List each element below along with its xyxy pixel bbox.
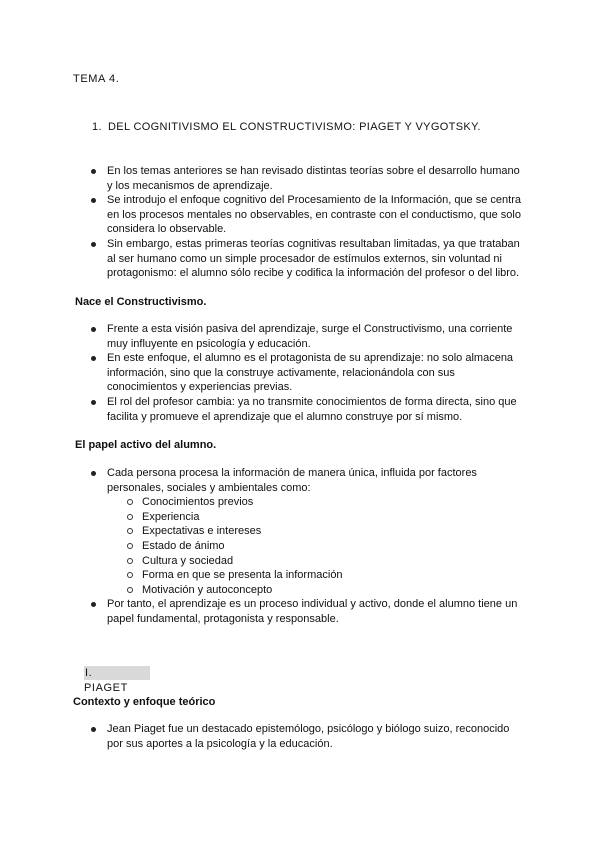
list-item (91, 466, 521, 597)
factors-sublist (107, 495, 521, 597)
section-number: 1. (92, 121, 102, 133)
document-title: TEMA 4. (73, 73, 120, 85)
intro-bullet-list (91, 164, 521, 281)
sublist-item: Experiencia (107, 510, 521, 525)
sublist-item: Conocimientos previos (107, 495, 521, 510)
list-item: En este enfoque, el alumno es el protagonista de su aprendizaje: no solo almacena información, sino que la construye activamente, relacionándola con sus conocimientos y experiencias previas. (91, 351, 521, 395)
list-item: Por tanto, el aprendizaje es un proceso individual y activo, donde el alumno tiene un papel fundamental, protagonista y responsable. (91, 597, 521, 626)
section-heading-1 (92, 120, 481, 135)
list-item: Frente a esta visión pasiva del aprendizaje, surge el Constructivismo, una corriente muy influyente en psicología y educación. (91, 322, 521, 351)
subheading-nace: Nace el Constructivismo. (75, 296, 207, 308)
list-item: Jean Piaget fue un destacado epistemólogo, psicólogo y biólogo suizo, reconocido por sus aportes a la psicología y la educación. (91, 722, 521, 751)
sublist-item: Expectativas e intereses (107, 524, 521, 539)
subheading-contexto: Contexto y enfoque teórico (73, 696, 216, 708)
list-item-text: Cada persona procesa la información de manera única, influida por factores personales, sociales y ambientales como: (107, 467, 477, 494)
subheading-papel: El papel activo del alumno. (75, 439, 217, 451)
section-title: PIAGET (84, 681, 128, 694)
section-heading-piaget (84, 666, 150, 694)
piaget-bullet-list (91, 722, 521, 751)
section-title: DEL COGNITIVISMO EL CONSTRUCTIVISMO: PIAGET Y VYGOTSKY. (108, 121, 481, 133)
list-item: Sin embargo, estas primeras teorías cognitivas resultaban limitadas, ya que trataban al ser humano como un simple procesador de estímulos externos, sin voluntad ni protagonismo: el alumno sólo recibe y codifica la información del profesor o del libro. (91, 237, 521, 281)
sublist-item: Cultura y sociedad (107, 554, 521, 569)
list-item: En los temas anteriores se han revisado distintas teorías sobre el desarrollo humano y los mecanismos de aprendizaje. (91, 164, 521, 193)
list-item: Se introdujo el enfoque cognitivo del Procesamiento de la Información, que se centra en los procesos mentales no observables, en contraste con el conductismo, que solo considera lo observable. (91, 193, 521, 237)
sublist-item: Motivación y autoconcepto (107, 583, 521, 598)
sublist-item: Forma en que se presenta la información (107, 568, 521, 583)
sublist-item: Estado de ánimo (107, 539, 521, 554)
nace-bullet-list (91, 322, 521, 424)
papel-bullet-list (91, 466, 521, 627)
list-item: El rol del profesor cambia: ya no transmite conocimientos de forma directa, sino que facilita y promueve el aprendizaje que el alumno construye por sí mismo. (91, 395, 521, 424)
section-number: I. (85, 667, 93, 679)
